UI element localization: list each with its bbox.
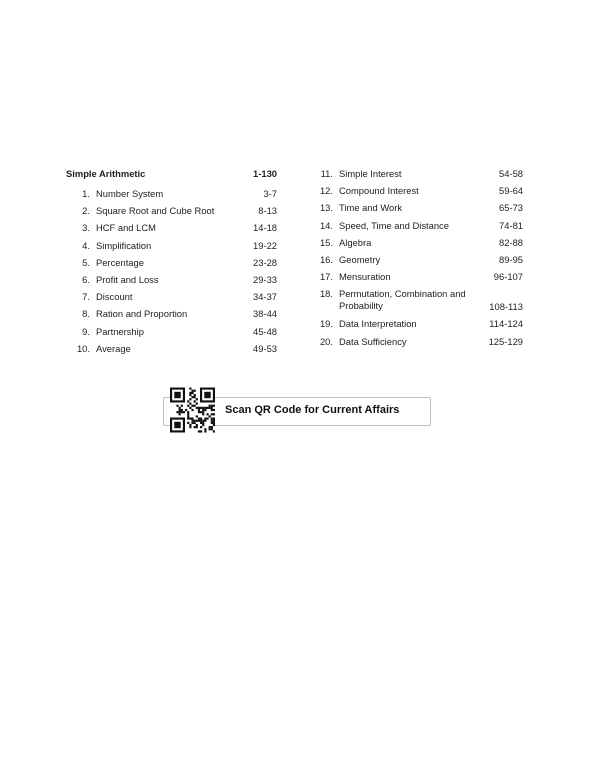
toc-item-title: Compound Interest xyxy=(339,185,419,197)
toc-item-simplification[interactable] xyxy=(66,240,277,257)
toc-item-simple-interest[interactable] xyxy=(309,168,523,185)
toc-item-number: 7. xyxy=(82,291,90,303)
toc-item-profit-loss[interactable] xyxy=(66,274,277,291)
toc-item-compound-interest[interactable] xyxy=(309,185,523,202)
toc-item-number: 6. xyxy=(82,273,90,285)
toc-section-title: Simple Arithmetic xyxy=(66,168,146,179)
toc-item-title: Discount xyxy=(96,291,133,303)
toc-item-title: Simple Interest xyxy=(339,168,402,179)
toc-item-number: 11. xyxy=(320,168,333,179)
toc-item-discount[interactable] xyxy=(66,291,277,308)
toc-item-number: 1. xyxy=(82,188,90,199)
qr-banner-label: Scan QR Code for Current Affairs xyxy=(225,404,400,416)
toc-item-pages: 108-113 xyxy=(489,301,523,313)
toc-item-title: Simplification xyxy=(96,239,152,251)
toc-item-title: Time and Work xyxy=(339,202,403,214)
toc-item-pages: 8-13 xyxy=(258,205,277,217)
toc-item-pages: 89-95 xyxy=(499,253,523,265)
toc-item-number: 15. xyxy=(319,236,333,248)
toc-item-number: 4. xyxy=(82,239,90,251)
toc-item-number: 12. xyxy=(319,185,333,197)
toc-item-number: 16. xyxy=(319,253,333,265)
toc-item-pages: 19-22 xyxy=(253,239,277,251)
toc-item-number: 13. xyxy=(319,202,333,214)
toc-item-number: 18. xyxy=(319,288,333,300)
toc-item-pages: 65-73 xyxy=(499,202,523,214)
toc-item-data-sufficiency[interactable] xyxy=(309,336,523,353)
toc-section-pages: 1-130 xyxy=(253,168,277,179)
toc-item-pages: 74-81 xyxy=(499,219,523,231)
toc-item-title: Data Sufficiency xyxy=(339,335,407,347)
toc-item-title: HCF and LCM xyxy=(96,222,156,234)
toc-item-title: Speed, Time and Distance xyxy=(339,219,449,231)
toc-item-title: Ration and Proportion xyxy=(96,308,188,320)
toc-item-number: 20. xyxy=(319,335,333,347)
toc-item-speed-time-distance[interactable] xyxy=(309,220,523,237)
toc-item-number: 3. xyxy=(82,222,90,234)
toc-item-pages: 29-33 xyxy=(253,273,277,285)
toc-item-pages: 125-129 xyxy=(488,335,523,347)
toc-item-pages: 23-28 xyxy=(253,256,277,268)
toc-item-data-interpretation[interactable] xyxy=(309,318,523,335)
toc-item-hcf-lcm[interactable] xyxy=(66,222,277,239)
toc-item-pages: 54-58 xyxy=(499,168,523,179)
toc-item-title: Square Root and Cube Root xyxy=(96,205,215,217)
toc-item-title: Partnership xyxy=(96,325,144,337)
toc-item-pages: 38-44 xyxy=(253,308,277,320)
toc-item-algebra[interactable] xyxy=(309,237,523,254)
toc-item-pages: 45-48 xyxy=(253,325,277,337)
toc-item-number: 10. xyxy=(76,342,90,354)
toc-item-geometry[interactable] xyxy=(309,254,523,271)
toc-item-title: Mensuration xyxy=(339,271,391,283)
toc-item-number: 19. xyxy=(319,318,333,330)
toc-item-number: 2. xyxy=(82,205,90,217)
toc-item-mensuration[interactable] xyxy=(309,271,523,288)
toc-item-pages: 34-37 xyxy=(253,291,277,303)
toc-item-percentage[interactable] xyxy=(66,257,277,274)
toc-item-title: Geometry xyxy=(339,253,381,265)
toc-item-number: 14. xyxy=(319,219,333,231)
toc-item-pages: 114-124 xyxy=(489,318,523,330)
toc-item-title: Profit and Loss xyxy=(96,273,159,285)
toc-item-number: 8. xyxy=(82,308,90,320)
toc-item-pages: 82-88 xyxy=(499,236,523,248)
toc-item-title: Permutation, Combination and Probability xyxy=(339,288,466,312)
toc-item-pages: 96-107 xyxy=(493,271,523,283)
toc-item-pages: 3-7 xyxy=(263,188,277,199)
toc-item-title: Algebra xyxy=(339,236,372,248)
toc-item-average[interactable] xyxy=(66,343,277,360)
toc-item-number: 9. xyxy=(82,325,90,337)
toc-left-column xyxy=(66,168,277,360)
toc-item-number-system[interactable] xyxy=(66,188,277,205)
toc-section-heading[interactable] xyxy=(66,168,277,188)
toc-item-number: 5. xyxy=(82,256,90,268)
toc-item-title: Average xyxy=(96,342,131,354)
toc-item-pages: 59-64 xyxy=(499,185,523,197)
toc-item-time-work[interactable] xyxy=(309,202,523,219)
toc-item-title: Data Interpretation xyxy=(339,318,417,330)
qr-code-icon xyxy=(170,386,215,434)
toc-item-number: 17. xyxy=(319,271,333,283)
toc-item-square-root[interactable] xyxy=(66,205,277,222)
toc-item-title: Percentage xyxy=(96,256,144,268)
toc-item-pages: 49-53 xyxy=(253,342,277,354)
toc-item-title: Number System xyxy=(96,188,164,199)
toc-item-permutation-combination[interactable] xyxy=(309,288,523,318)
toc-item-ratio-proportion[interactable] xyxy=(66,308,277,325)
toc-item-partnership[interactable] xyxy=(66,326,277,343)
toc-item-pages: 14-18 xyxy=(253,222,277,234)
toc-right-column xyxy=(309,168,523,353)
